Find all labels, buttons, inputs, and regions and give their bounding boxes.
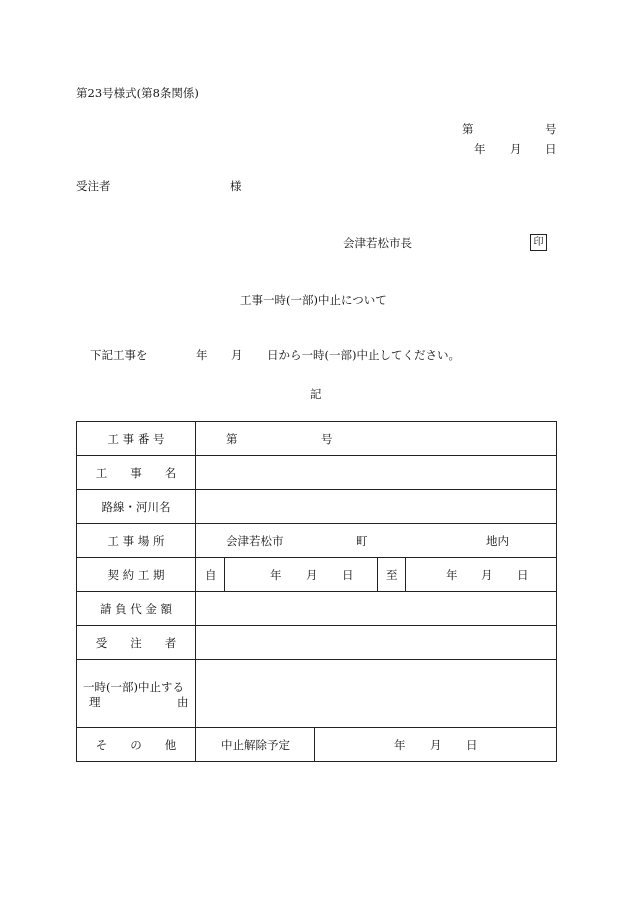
body-tail: 日から一時(一部)中止してください。 [267,348,460,362]
other-divider [314,728,315,761]
period-from-year: 年 [270,568,282,582]
period-divider-2 [377,558,378,591]
row-location [77,524,557,558]
addressee-honorific: 様 [230,179,242,193]
contract-amount-value [196,592,557,626]
row-suspension-reason [77,660,557,728]
label-suspension-reason-line1: 一時(一部)中止する [83,680,184,694]
label-location: 工 事 場 所 [77,524,196,558]
location-area: 地内 [486,534,509,548]
period-to: 至 [386,568,398,582]
construction-number-prefix: 第 [226,432,238,446]
label-contract-amount: 請 負 代 金 額 [77,592,196,626]
release-scheduled-label: 中止解除予定 [221,738,290,752]
document-title: 工事一時(一部)中止について [240,293,387,307]
label-contract-period: 契 約 工 期 [77,558,196,592]
row-construction-name [77,456,557,490]
doc-number-suffix: 号 [545,122,557,136]
label-route-river: 路線・河川名 [77,490,196,524]
period-divider-3 [405,558,406,591]
ki-heading: 記 [310,387,322,401]
release-month: 月 [430,738,442,752]
label-other: そ の 他 [77,728,196,762]
release-year: 年 [394,738,406,752]
period-from: 自 [205,568,217,582]
route-river-value [196,490,557,524]
label-construction-number: 工 事 番 号 [77,422,196,456]
seal-mark: 印 [530,234,547,251]
form-number: 第23号様式(第8条関係) [76,86,199,100]
body-year: 年 [196,348,208,362]
details-table [76,421,557,762]
contractor-value [196,626,557,660]
location-town: 町 [356,534,368,548]
period-divider-1 [224,558,225,591]
row-other [77,728,557,762]
label-suspension-reason-line2a: 理 [89,695,101,709]
period-to-month: 月 [481,568,493,582]
row-construction-number [77,422,557,456]
suspension-reason-value [196,660,557,728]
body-lead: 下記工事を [90,348,148,362]
location-city: 会津若松市 [226,534,284,548]
date-year: 年 [474,142,486,156]
construction-number-suffix: 号 [321,432,333,446]
label-suspension-reason-line2b: 由 [177,695,189,709]
doc-number-prefix: 第 [462,122,474,136]
period-to-day: 日 [517,568,529,582]
sender-name: 会津若松市長 [343,236,412,250]
label-contractor: 受 注 者 [77,626,196,660]
period-to-year: 年 [446,568,458,582]
construction-name-value [196,456,557,490]
label-construction-name: 工 事 名 [77,456,196,490]
release-day: 日 [466,738,478,752]
row-contract-period [77,558,557,592]
addressee-label: 受注者 [76,179,111,193]
date-day: 日 [545,142,557,156]
row-route-river [77,490,557,524]
date-month: 月 [510,142,522,156]
row-contractor [77,626,557,660]
period-from-month: 月 [306,568,318,582]
row-contract-amount [77,592,557,626]
body-month: 月 [231,348,243,362]
period-from-day: 日 [342,568,354,582]
